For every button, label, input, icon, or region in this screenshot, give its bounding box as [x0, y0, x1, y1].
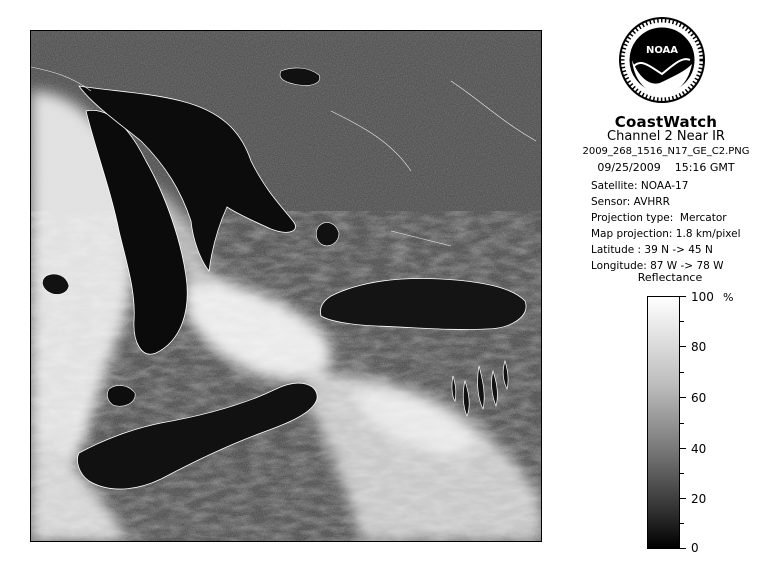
scale-tick — [680, 448, 686, 449]
scale-label-0: 0 — [691, 541, 699, 555]
scale-label-80: 80 — [691, 340, 707, 354]
scale-tick — [680, 548, 686, 549]
scale-label-20: 20 — [691, 492, 707, 506]
scale-minor-tick — [680, 423, 684, 424]
satellite-info: Satellite: NOAA-17 — [591, 180, 689, 192]
latitude-info: Latitude : 39 N -> 45 N — [591, 244, 713, 256]
satellite-map — [31, 31, 541, 541]
scale-tick — [680, 296, 686, 297]
scale-tick — [680, 498, 686, 499]
scale-minor-tick — [680, 372, 684, 373]
noaa-logo — [618, 16, 706, 104]
product-title: Channel 2 Near IR — [607, 129, 725, 144]
scale-label-100: 100 — [691, 290, 714, 304]
scale-minor-tick — [680, 523, 684, 524]
projection-type-info: Projection type: Mercator — [591, 212, 727, 224]
file-name: 2009_268_1516_N17_GE_C2.PNG — [582, 146, 750, 157]
noaa-logo-text: NOAA — [645, 45, 679, 56]
scale-label-60: 60 — [691, 391, 707, 405]
scale-title: Reflectance — [637, 271, 703, 284]
scale-minor-tick — [680, 321, 684, 322]
scale-unit: % — [723, 291, 734, 304]
acquisition-datetime: 09/25/2009 15:16 GMT — [597, 161, 735, 174]
satellite-image — [30, 30, 542, 542]
reflectance-scale-bar — [647, 296, 680, 549]
scale-tick — [680, 346, 686, 347]
map-projection-info: Map projection: 1.8 km/pixel — [591, 228, 741, 240]
scale-minor-tick — [680, 473, 684, 474]
longitude-info: Longitude: 87 W -> 78 W — [591, 260, 724, 272]
scale-tick — [680, 397, 686, 398]
sensor-info: Sensor: AVHRR — [591, 196, 670, 208]
scale-label-40: 40 — [691, 442, 707, 456]
brand-title: CoastWatch — [614, 113, 718, 131]
